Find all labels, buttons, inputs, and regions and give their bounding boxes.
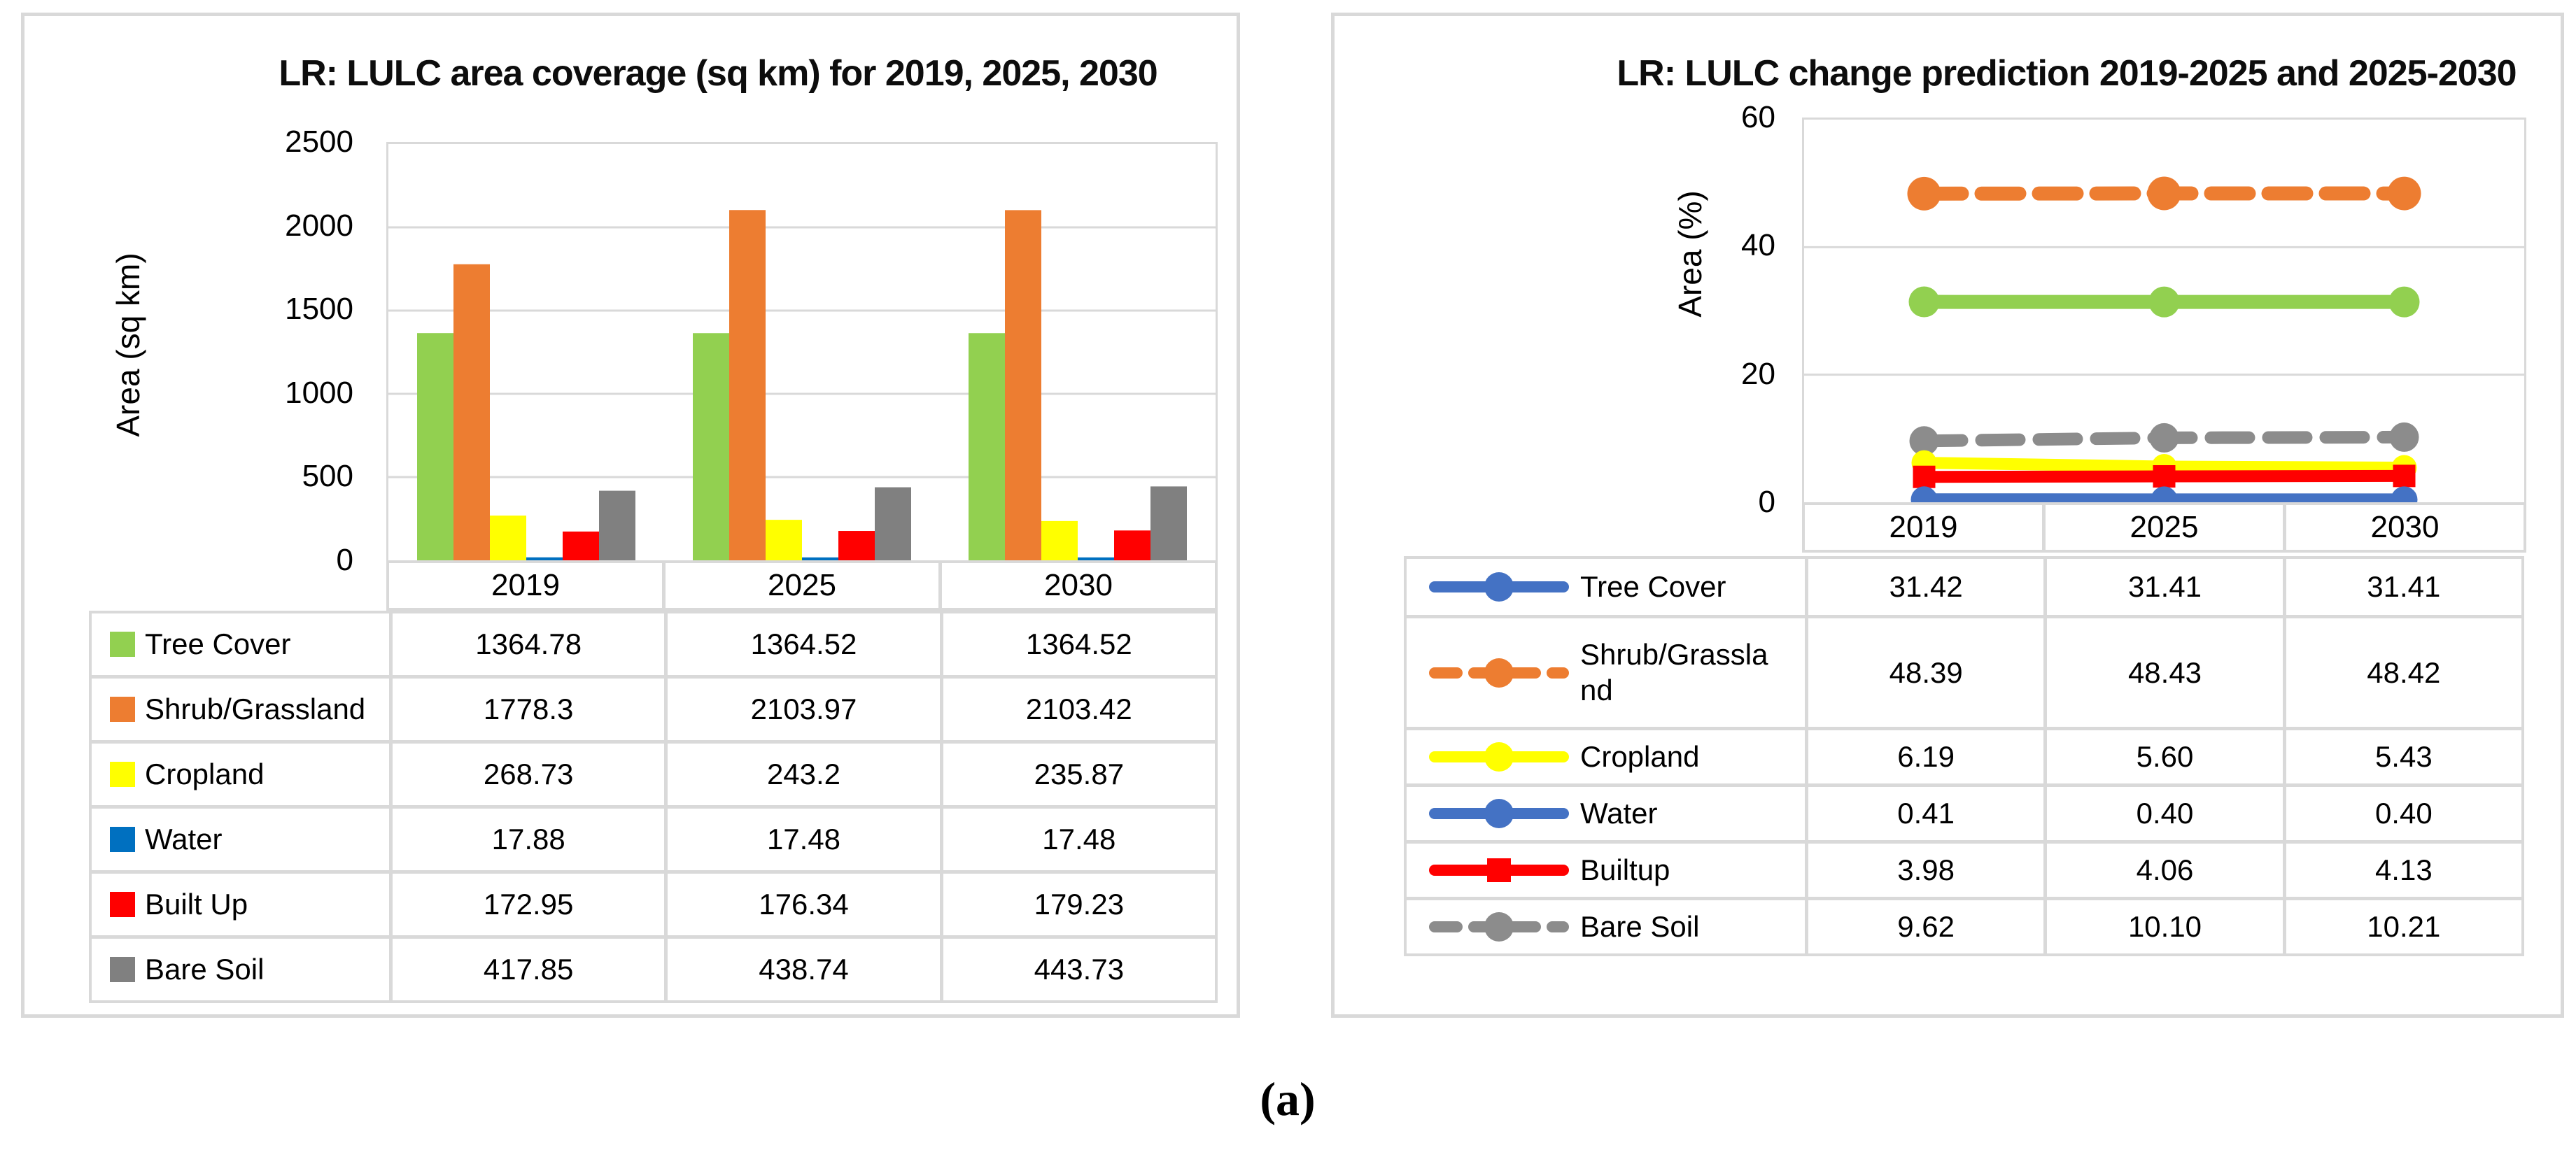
left-x-axis-years — [386, 560, 1218, 611]
table-cell: 17.48 — [943, 809, 1215, 870]
bar — [1150, 486, 1187, 560]
series-label: Built Up — [145, 888, 248, 921]
table-cell: 48.42 — [2286, 618, 2521, 727]
table-cell: 1364.52 — [668, 613, 939, 675]
table-cell: 9.62 — [1808, 900, 2043, 953]
legend-cell-builtup — [1407, 844, 1805, 897]
legend-cell-cropland — [1407, 730, 1805, 783]
builtup-line-key-icon — [1429, 851, 1569, 890]
table-cell: 438.74 — [668, 939, 939, 1000]
table-cell: 179.23 — [943, 874, 1215, 935]
series-label: Bare Soil — [145, 953, 265, 986]
left-y-tick-1000: 1000 — [285, 375, 353, 410]
bare-soil-swatch-icon — [110, 957, 135, 982]
bar — [1041, 521, 1078, 560]
table-cell: 31.41 — [2286, 559, 2521, 615]
table-cell: 5.60 — [2047, 730, 2282, 783]
table-cell: 0.40 — [2286, 787, 2521, 840]
table-cell: 268.73 — [393, 744, 664, 805]
built-up-swatch-icon — [110, 892, 135, 917]
table-cell: 48.39 — [1808, 618, 2043, 727]
line-key-glyph — [1429, 794, 1569, 833]
circle-marker-icon — [2150, 423, 2179, 453]
bare-soil-line-key-icon — [1429, 907, 1569, 946]
line-key-glyph — [1429, 907, 1569, 946]
legend-cell-tree-cover — [92, 613, 389, 675]
table-cell: 417.85 — [393, 939, 664, 1000]
table-cell: 172.95 — [393, 874, 664, 935]
table-cell: 4.06 — [2047, 844, 2282, 897]
legend-cell-shrub-grassland — [92, 679, 389, 740]
table-cell: 443.73 — [943, 939, 1215, 1000]
circle-marker-icon — [2390, 423, 2419, 452]
table-cell: 2103.42 — [943, 679, 1215, 740]
left-plot-area — [386, 142, 1218, 560]
left-x-category-2025: 2025 — [666, 563, 938, 608]
table-cell: 1364.52 — [943, 613, 1215, 675]
legend-cell-water — [1407, 787, 1805, 840]
circle-marker-icon — [1484, 572, 1514, 602]
square-marker-icon — [2153, 465, 2176, 488]
table-cell: 0.41 — [1808, 787, 2043, 840]
line-key-glyph — [1429, 851, 1569, 890]
left-data-table — [89, 611, 1218, 1003]
series-label: Cropland — [145, 758, 265, 790]
series-label: Water — [1580, 796, 1658, 830]
table-cell: 1364.78 — [393, 613, 664, 675]
right-data-table — [1404, 556, 2524, 956]
right-x-category-2030: 2030 — [2286, 505, 2524, 550]
water-swatch-icon — [110, 827, 135, 852]
tree-cover-swatch-icon — [110, 632, 135, 657]
left-x-category-2030: 2030 — [942, 563, 1215, 608]
right-x-category-2019: 2019 — [1805, 505, 2042, 550]
bar — [599, 491, 635, 560]
bar — [969, 333, 1005, 560]
series-label: Builtup — [1580, 853, 1670, 886]
circle-marker-icon — [1484, 742, 1514, 772]
table-cell: 6.19 — [1808, 730, 2043, 783]
left-y-tick-500: 500 — [302, 459, 353, 494]
table-cell: 176.34 — [668, 874, 939, 935]
figure-sublabel: (a) — [1260, 1072, 1316, 1126]
legend-cell-cropland — [92, 744, 389, 805]
series-label: Tree Cover — [1580, 569, 1726, 603]
bar — [693, 333, 729, 560]
line-key-glyph — [1429, 653, 1569, 693]
left-chart-title: LR: LULC area coverage (sq km) for 2019, 2025, 2030 — [279, 53, 1157, 94]
bar — [417, 333, 453, 560]
legend-cell-shrub-grassland — [1407, 618, 1805, 727]
square-marker-icon — [1913, 466, 1936, 488]
series-label: Tree Cover — [145, 627, 291, 660]
table-cell: 17.48 — [668, 809, 939, 870]
circle-marker-icon — [1484, 799, 1514, 828]
legend-cell-water — [92, 809, 389, 870]
right-y-tick-40: 40 — [1741, 228, 1775, 263]
circle-marker-icon — [2388, 177, 2421, 211]
right-plot-area — [1802, 118, 2526, 502]
bar — [838, 531, 875, 560]
bar — [1005, 210, 1041, 560]
shrub-grassland-line-key-icon — [1429, 653, 1569, 693]
bar — [490, 516, 526, 560]
left-chart-panel — [21, 13, 1240, 1018]
bar — [875, 488, 911, 560]
table-cell: 243.2 — [668, 744, 939, 805]
right-y-tick-0: 0 — [1758, 485, 1775, 519]
right-x-axis-years — [1802, 502, 2526, 553]
right-y-tick-60: 60 — [1741, 100, 1775, 134]
square-marker-icon — [2393, 464, 2416, 487]
bar — [453, 264, 490, 560]
left-y-tick-1500: 1500 — [285, 292, 353, 327]
right-y-axis-label: Area (%) — [1672, 190, 1708, 318]
table-cell: 31.41 — [2047, 559, 2282, 615]
left-y-tick-0: 0 — [336, 543, 353, 577]
right-x-category-2025: 2025 — [2046, 505, 2283, 550]
line-key-glyph — [1429, 737, 1569, 776]
table-cell: 31.42 — [1808, 559, 2043, 615]
cropland-line-key-icon — [1429, 737, 1569, 776]
series-label: Shrub/Grassland — [1580, 638, 1768, 707]
circle-marker-icon — [1909, 287, 1940, 318]
table-cell: 5.43 — [2286, 730, 2521, 783]
circle-marker-icon — [1484, 912, 1514, 942]
bar — [563, 532, 599, 560]
circle-marker-icon — [1908, 177, 1941, 211]
tree-cover-line-key-icon — [1429, 567, 1569, 606]
right-chart-panel — [1331, 13, 2564, 1018]
cropland-swatch-icon — [110, 762, 135, 787]
table-cell: 2103.97 — [668, 679, 939, 740]
circle-marker-icon — [2149, 287, 2180, 318]
table-cell: 1778.3 — [393, 679, 664, 740]
series-label: Shrub/Grassland — [145, 693, 366, 725]
bar — [1114, 530, 1150, 560]
line-chart-canvas — [1804, 120, 2524, 502]
circle-marker-icon — [2389, 287, 2420, 318]
table-cell: 17.88 — [393, 809, 664, 870]
square-marker-icon — [1487, 858, 1511, 882]
table-cell: 3.98 — [1808, 844, 2043, 897]
table-cell: 4.13 — [2286, 844, 2521, 897]
legend-cell-tree-cover — [1407, 559, 1805, 615]
series-label: Water — [145, 823, 223, 856]
table-cell: 48.43 — [2047, 618, 2282, 727]
line-key-glyph — [1429, 567, 1569, 606]
left-x-category-2019: 2019 — [389, 563, 662, 608]
right-chart-title: LR: LULC change prediction 2019-2025 and 2025-2030 — [1617, 53, 2517, 94]
table-cell: 235.87 — [943, 744, 1215, 805]
circle-marker-icon — [1484, 658, 1514, 688]
table-cell: 0.40 — [2047, 787, 2282, 840]
legend-cell-bare-soil — [1407, 900, 1805, 953]
shrub-grassland-swatch-icon — [110, 697, 135, 722]
circle-marker-icon — [2148, 176, 2181, 210]
left-y-tick-2000: 2000 — [285, 208, 353, 243]
table-cell: 10.10 — [2047, 900, 2282, 953]
bar — [766, 520, 802, 560]
series-label: Cropland — [1580, 739, 1700, 773]
bar — [729, 210, 766, 560]
legend-cell-built-up — [92, 874, 389, 935]
left-y-axis-label: Area (sq km) — [110, 253, 146, 437]
right-y-tick-20: 20 — [1741, 356, 1775, 391]
left-y-tick-2500: 2500 — [285, 125, 353, 159]
bar-chart-canvas — [388, 144, 1216, 560]
table-cell: 10.21 — [2286, 900, 2521, 953]
legend-cell-bare-soil — [92, 939, 389, 1000]
water-line-key-icon — [1429, 794, 1569, 833]
series-label: Bare Soil — [1580, 909, 1700, 943]
